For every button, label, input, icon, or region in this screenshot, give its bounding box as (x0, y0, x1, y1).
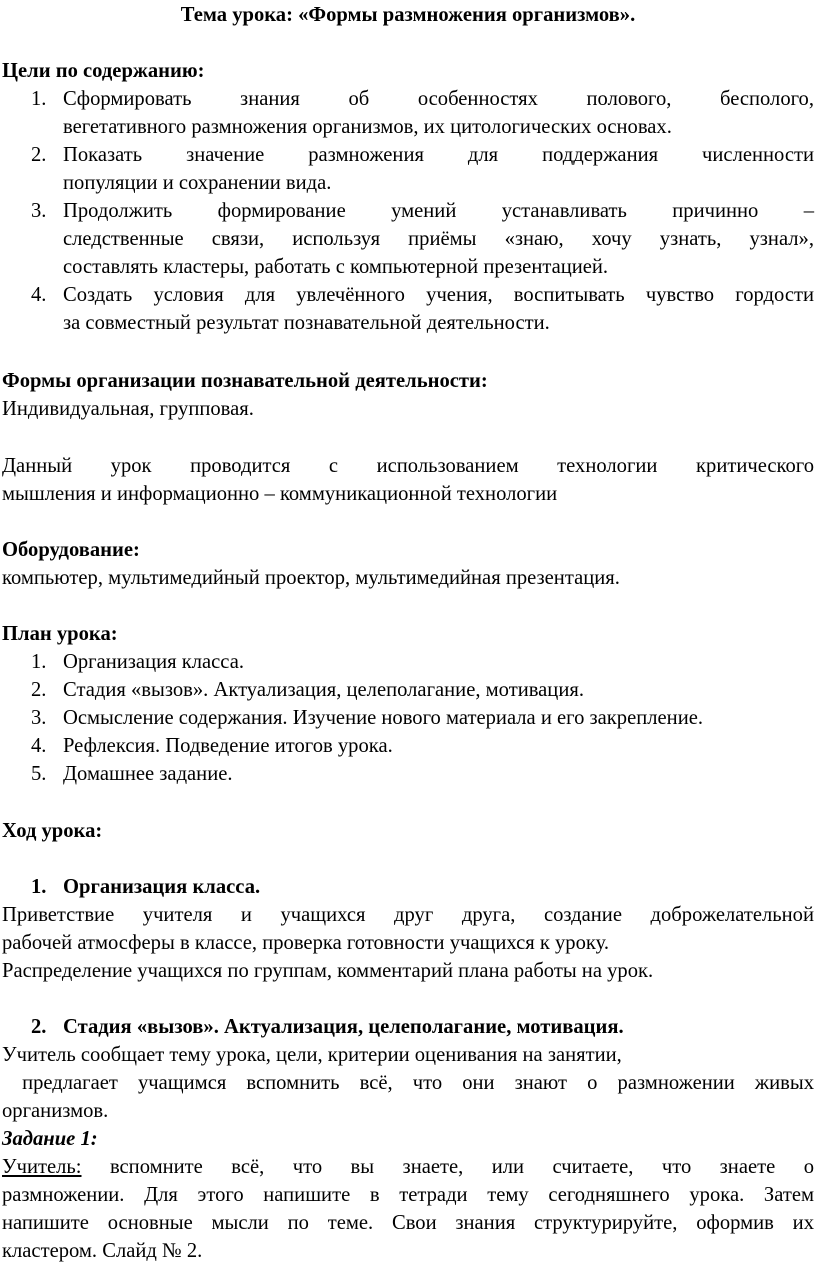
list-number: 4. (31, 284, 47, 306)
plan-item-text: Домашнее задание. (63, 763, 233, 785)
goal-item (2, 197, 814, 281)
paragraph-line: предлагает учащимся вспомнить всё, что они знают о размножении живых (2, 1072, 814, 1094)
step2-heading: Стадия «вызов». Актуализация, целеполагание, мотивация. (63, 1016, 624, 1038)
plan-heading: План урока: (2, 623, 118, 645)
paragraph-line: организмов. (2, 1100, 109, 1122)
paragraph-line: размножении. Для этого напишите в тетради тему сегодняшнего урока. Затем (2, 1184, 814, 1206)
goals-heading: Цели по содержанию: (2, 60, 205, 82)
goal-line: Показать значение размножения для поддержания численности (63, 144, 814, 166)
plan-item-text: Осмысление содержания. Изучение нового материала и его закрепление. (63, 707, 704, 729)
task-first-line-text: вспомните всё, что вы знаете, или считаете, что знаете о (81, 1156, 814, 1178)
goal-line: следственные связи, используя приёмы «знаю, хочу узнать, узнал», (63, 228, 814, 250)
forms-text: Индивидуальная, групповая. (2, 398, 254, 420)
step2-heading-list (2, 1013, 814, 1041)
plan-item-text: Организация класса. (63, 651, 244, 673)
goal-item (2, 141, 814, 197)
goal-item (2, 281, 814, 337)
paragraph-line: рабочей атмосферы в классе, проверка готовности учащихся к уроку. (2, 932, 609, 954)
list-number: 2. (31, 144, 47, 166)
paragraph-line: Приветствие учителя и учащихся друг друга, создание доброжелательной (2, 904, 814, 926)
plan-item (2, 676, 814, 704)
step2-section (2, 1013, 814, 1265)
goals-section (2, 57, 814, 337)
step1-heading-item (2, 873, 814, 901)
goal-line: Продолжить формирование умений устанавливать причинно – (63, 200, 814, 222)
equipment-heading: Оборудование: (2, 539, 140, 561)
equipment-section (2, 536, 814, 592)
paragraph-line: Распределение учащихся по группам, комментарий плана работы на урок. (2, 960, 654, 982)
list-number: 2. (31, 1016, 47, 1038)
goal-item (2, 85, 814, 141)
plan-item (2, 732, 814, 760)
tech-section (2, 452, 814, 508)
task-heading: Задание 1: (2, 1128, 98, 1150)
plan-item (2, 704, 814, 732)
plan-item-text: Рефлексия. Подведение итогов урока. (63, 735, 393, 757)
step1-heading: Организация класса. (63, 876, 261, 898)
step2-heading-item (2, 1013, 814, 1041)
step1-heading-list (2, 873, 814, 901)
list-number: 4. (31, 735, 47, 757)
list-number: 1. (31, 88, 47, 110)
plan-item (2, 760, 814, 788)
paragraph-line: кластером. Слайд № 2. (2, 1240, 203, 1262)
list-number: 2. (31, 679, 47, 701)
lesson-heading: Ход урока: (2, 820, 103, 842)
goal-line: популяции и сохранении вида. (63, 172, 332, 194)
lesson-title: Тема урока: «Формы размножения организмов». (180, 4, 636, 26)
list-number: 1. (31, 876, 47, 898)
goal-line: за совместный результат познавательной деятельности. (63, 312, 550, 334)
step1-section (2, 873, 814, 985)
goal-line: Сформировать знания об особенностях полового, бесполого, (63, 88, 814, 110)
plan-list (2, 648, 814, 788)
forms-section (2, 367, 814, 423)
goals-list (2, 85, 814, 337)
goal-line: Создать условия для увлечённого учения, воспитывать чувство гордости (63, 284, 814, 306)
paragraph-line: напишите основные мысли по теме. Свои знания структурируйте, оформив их (2, 1212, 814, 1234)
list-number: 3. (31, 200, 47, 222)
goal-line: вегетативного размножения организмов, их цитологических основах. (63, 116, 672, 138)
task-first-line (2, 1153, 814, 1181)
paragraph-line: Учитель сообщает тему урока, цели, критерии оценивания на занятии, (2, 1044, 622, 1066)
plan-section (2, 620, 814, 788)
equipment-text: компьютер, мультимедийный проектор, мультимедийная презентация. (2, 567, 620, 589)
tech-line: Данный урок проводится с использованием технологии критического (2, 455, 814, 477)
tech-line: мышления и информационно – коммуникационной технологии (2, 483, 558, 505)
list-number: 3. (31, 707, 47, 729)
lesson-heading-block (2, 817, 814, 845)
plan-item (2, 648, 814, 676)
plan-item-text: Стадия «вызов». Актуализация, целеполагание, мотивация. (63, 679, 584, 701)
goal-line: составлять кластеры, работать с компьютерной презентацией. (63, 256, 609, 278)
list-number: 1. (31, 651, 47, 673)
teacher-label: Учитель: (2, 1156, 82, 1178)
forms-heading: Формы организации познавательной деятельности: (2, 370, 488, 392)
list-number: 5. (31, 763, 47, 785)
